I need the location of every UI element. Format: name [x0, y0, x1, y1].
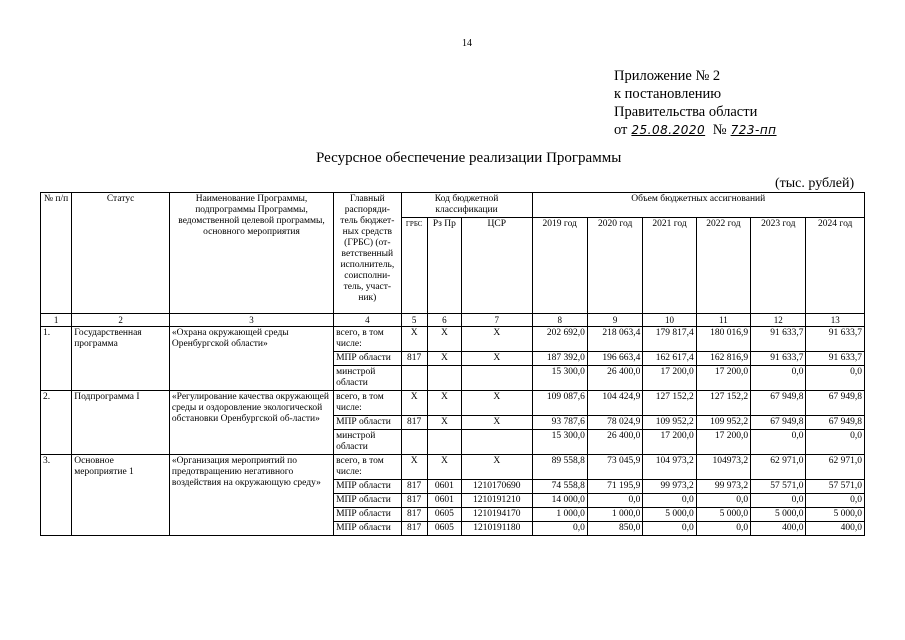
row-code-grbs: 817: [401, 494, 427, 508]
row-code-grbs: [401, 366, 427, 391]
row-number: 1.: [41, 327, 72, 391]
row-amount: 104 973,2: [643, 455, 696, 480]
row-code-csr: Х: [462, 416, 533, 430]
row-code-grbs: Х: [401, 455, 427, 480]
row-grbs-main: всего, в том числе:: [334, 391, 401, 416]
column-number: 3: [169, 314, 333, 327]
row-code-csr: Х: [462, 352, 533, 366]
row-grbs-main: минстрой области: [334, 430, 401, 455]
appendix-block: [614, 67, 781, 139]
row-amount: 0,0: [806, 430, 865, 455]
row-grbs-main: МПР области: [334, 494, 401, 508]
row-amount: 850,0: [587, 522, 642, 536]
row-amount: 89 558,8: [532, 455, 587, 480]
row-amount: 1 000,0: [532, 508, 587, 522]
row-grbs-main: МПР области: [334, 480, 401, 494]
row-amount: 15 300,0: [532, 430, 587, 455]
row-code-rzpr: Х: [427, 352, 461, 366]
row-amount: 74 558,8: [532, 480, 587, 494]
row-status: Государственная программа: [72, 327, 170, 391]
row-amount: 17 200,0: [643, 430, 696, 455]
row-amount: 57 571,0: [751, 480, 806, 494]
row-grbs-main: МПР области: [334, 352, 401, 366]
header-code-grbs: ГРБС: [401, 218, 427, 314]
row-grbs-main: МПР области: [334, 522, 401, 536]
row-amount: 109 087,6: [532, 391, 587, 416]
row-status: Основное мероприятие 1: [72, 455, 170, 536]
row-amount: 196 663,4: [587, 352, 642, 366]
row-amount: 0,0: [696, 522, 750, 536]
row-code-rzpr: Х: [427, 327, 461, 352]
header-year: 2020 год: [587, 218, 642, 314]
header-num: № п/п: [41, 193, 72, 314]
row-code-csr: 1210194170: [462, 508, 533, 522]
row-amount: 180 016,9: [696, 327, 750, 352]
row-code-rzpr: Х: [427, 455, 461, 480]
row-amount: 67 949,8: [806, 391, 865, 416]
row-code-grbs: [401, 430, 427, 455]
row-amount: 15 300,0: [532, 366, 587, 391]
row-amount: 99 973,2: [643, 480, 696, 494]
row-code-rzpr: 0605: [427, 508, 461, 522]
row-code-csr: [462, 430, 533, 455]
row-amount: 127 152,2: [696, 391, 750, 416]
row-code-csr: 1210191210: [462, 494, 533, 508]
header-code-group: Код бюджетной классификации: [401, 193, 532, 218]
header-year: 2023 год: [751, 218, 806, 314]
column-number-row: [41, 314, 865, 327]
column-number: 6: [427, 314, 461, 327]
row-amount: 73 045,9: [587, 455, 642, 480]
row-name: «Охрана окружающей среды Оренбургской области»: [169, 327, 333, 391]
row-amount: 26 400,0: [587, 430, 642, 455]
appendix-line-2: к постановлению: [614, 86, 722, 102]
row-code-rzpr: Х: [427, 416, 461, 430]
row-code-rzpr: 0601: [427, 494, 461, 508]
row-code-csr: Х: [462, 327, 533, 352]
column-number: 2: [72, 314, 170, 327]
row-number: 3.: [41, 455, 72, 536]
row-amount: 99 973,2: [696, 480, 750, 494]
header-year: 2019 год: [532, 218, 587, 314]
row-amount: 91 633,7: [806, 327, 865, 352]
row-amount: 67 949,8: [806, 416, 865, 430]
appendix-date-line: [614, 121, 781, 139]
row-code-grbs: 817: [401, 522, 427, 536]
row-code-csr: 1210191180: [462, 522, 533, 536]
row-amount: 57 571,0: [806, 480, 865, 494]
row-amount: 0,0: [751, 494, 806, 508]
row-code-csr: 1210170690: [462, 480, 533, 494]
column-number: 11: [696, 314, 750, 327]
row-amount: 91 633,7: [751, 327, 806, 352]
row-code-rzpr: 0605: [427, 522, 461, 536]
header-year: 2021 год: [643, 218, 696, 314]
row-amount: 14 000,0: [532, 494, 587, 508]
row-amount: 5 000,0: [806, 508, 865, 522]
row-amount: 17 200,0: [696, 430, 750, 455]
row-amount: 91 633,7: [751, 352, 806, 366]
row-amount: 400,0: [806, 522, 865, 536]
row-amount: 91 633,7: [806, 352, 865, 366]
row-code-csr: [462, 366, 533, 391]
handwritten-number: 723-пп: [730, 123, 777, 137]
row-status: Подпрограмма I: [72, 391, 170, 455]
row-grbs-main: МПР области: [334, 508, 401, 522]
page-number: 14: [462, 38, 472, 49]
row-code-rzpr: [427, 366, 461, 391]
column-number: 12: [751, 314, 806, 327]
row-name: «Регулирование качества окружающей среды и оздоровление экологической обстановки Оренбургской об-ласти»: [169, 391, 333, 455]
row-amount: 62 971,0: [751, 455, 806, 480]
header-volume-group: Объем бюджетных ассигнований: [532, 193, 864, 218]
row-amount: 400,0: [751, 522, 806, 536]
row-amount: 0,0: [751, 366, 806, 391]
row-amount: 162 816,9: [696, 352, 750, 366]
row-amount: 1 000,0: [587, 508, 642, 522]
appendix-line-1: Приложение № 2: [614, 68, 721, 84]
column-number: 10: [643, 314, 696, 327]
column-number: 5: [401, 314, 427, 327]
row-grbs-main: всего, в том числе:: [334, 455, 401, 480]
resource-table: [40, 192, 865, 536]
table-row: [41, 391, 865, 416]
column-number: 1: [41, 314, 72, 327]
row-code-grbs: 817: [401, 416, 427, 430]
row-code-grbs: 817: [401, 352, 427, 366]
header-code-rzpr: Рз Пр: [427, 218, 461, 314]
row-code-grbs: 817: [401, 508, 427, 522]
table-row: [41, 327, 865, 352]
row-amount: 0,0: [751, 430, 806, 455]
row-amount: 67 949,8: [751, 416, 806, 430]
row-amount: 109 952,2: [643, 416, 696, 430]
row-amount: 104973,2: [696, 455, 750, 480]
row-amount: 71 195,9: [587, 480, 642, 494]
header-grbs-main: Главный распоряди-тель бюджет-ных средств (ГРБС) (от-ветственный исполнитель, соисполни-тель, участ-ник): [334, 193, 401, 314]
row-code-csr: Х: [462, 455, 533, 480]
header-year: 2022 год: [696, 218, 750, 314]
row-amount: 5 000,0: [643, 508, 696, 522]
row-grbs-main: всего, в том числе:: [334, 327, 401, 352]
document-title: Ресурсное обеспечение реализации Программы: [316, 150, 622, 166]
row-amount: 17 200,0: [696, 366, 750, 391]
number-prefix: №: [712, 122, 727, 138]
column-number: 4: [334, 314, 401, 327]
row-grbs-main: минстрой области: [334, 366, 401, 391]
column-number: 9: [587, 314, 642, 327]
column-number: 8: [532, 314, 587, 327]
row-amount: 109 952,2: [696, 416, 750, 430]
header-name: Наименование Программы, подпрограммы Программы, ведомственной целевой программы, основного мероприятия: [169, 193, 333, 314]
row-amount: 162 617,4: [643, 352, 696, 366]
handwritten-date: 25.08.2020: [631, 123, 706, 137]
row-amount: 104 424,9: [587, 391, 642, 416]
date-prefix: от: [614, 122, 628, 138]
row-amount: 26 400,0: [587, 366, 642, 391]
row-amount: 202 692,0: [532, 327, 587, 352]
row-code-rzpr: [427, 430, 461, 455]
row-amount: 218 063,4: [587, 327, 642, 352]
row-amount: 5 000,0: [751, 508, 806, 522]
row-number: 2.: [41, 391, 72, 455]
row-amount: 0,0: [806, 494, 865, 508]
row-amount: 5 000,0: [696, 508, 750, 522]
header-year: 2024 год: [806, 218, 865, 314]
row-amount: 62 971,0: [806, 455, 865, 480]
row-amount: 0,0: [532, 522, 587, 536]
column-number: 7: [462, 314, 533, 327]
row-amount: 0,0: [643, 522, 696, 536]
row-amount: 17 200,0: [643, 366, 696, 391]
row-amount: 179 817,4: [643, 327, 696, 352]
unit-label: (тыс. рублей): [775, 176, 855, 191]
row-name: «Организация мероприятий по предотвращению негативного воздействия на окружающую среду»: [169, 455, 333, 536]
row-amount: 67 949,8: [751, 391, 806, 416]
row-amount: 127 152,2: [643, 391, 696, 416]
row-amount: 187 392,0: [532, 352, 587, 366]
row-amount: 0,0: [696, 494, 750, 508]
row-code-grbs: Х: [401, 327, 427, 352]
row-code-csr: Х: [462, 391, 533, 416]
row-code-grbs: 817: [401, 480, 427, 494]
row-amount: 0,0: [587, 494, 642, 508]
row-grbs-main: МПР области: [334, 416, 401, 430]
column-number: 13: [806, 314, 865, 327]
appendix-line-3: Правительства области: [614, 104, 758, 120]
row-code-rzpr: Х: [427, 391, 461, 416]
row-amount: 78 024,9: [587, 416, 642, 430]
header-code-csr: ЦСР: [462, 218, 533, 314]
row-code-grbs: Х: [401, 391, 427, 416]
row-amount: 0,0: [643, 494, 696, 508]
row-amount: 0,0: [806, 366, 865, 391]
table-row: [41, 455, 865, 480]
row-amount: 93 787,6: [532, 416, 587, 430]
header-status: Статус: [72, 193, 170, 314]
row-code-rzpr: 0601: [427, 480, 461, 494]
header-row-1: [41, 193, 865, 218]
